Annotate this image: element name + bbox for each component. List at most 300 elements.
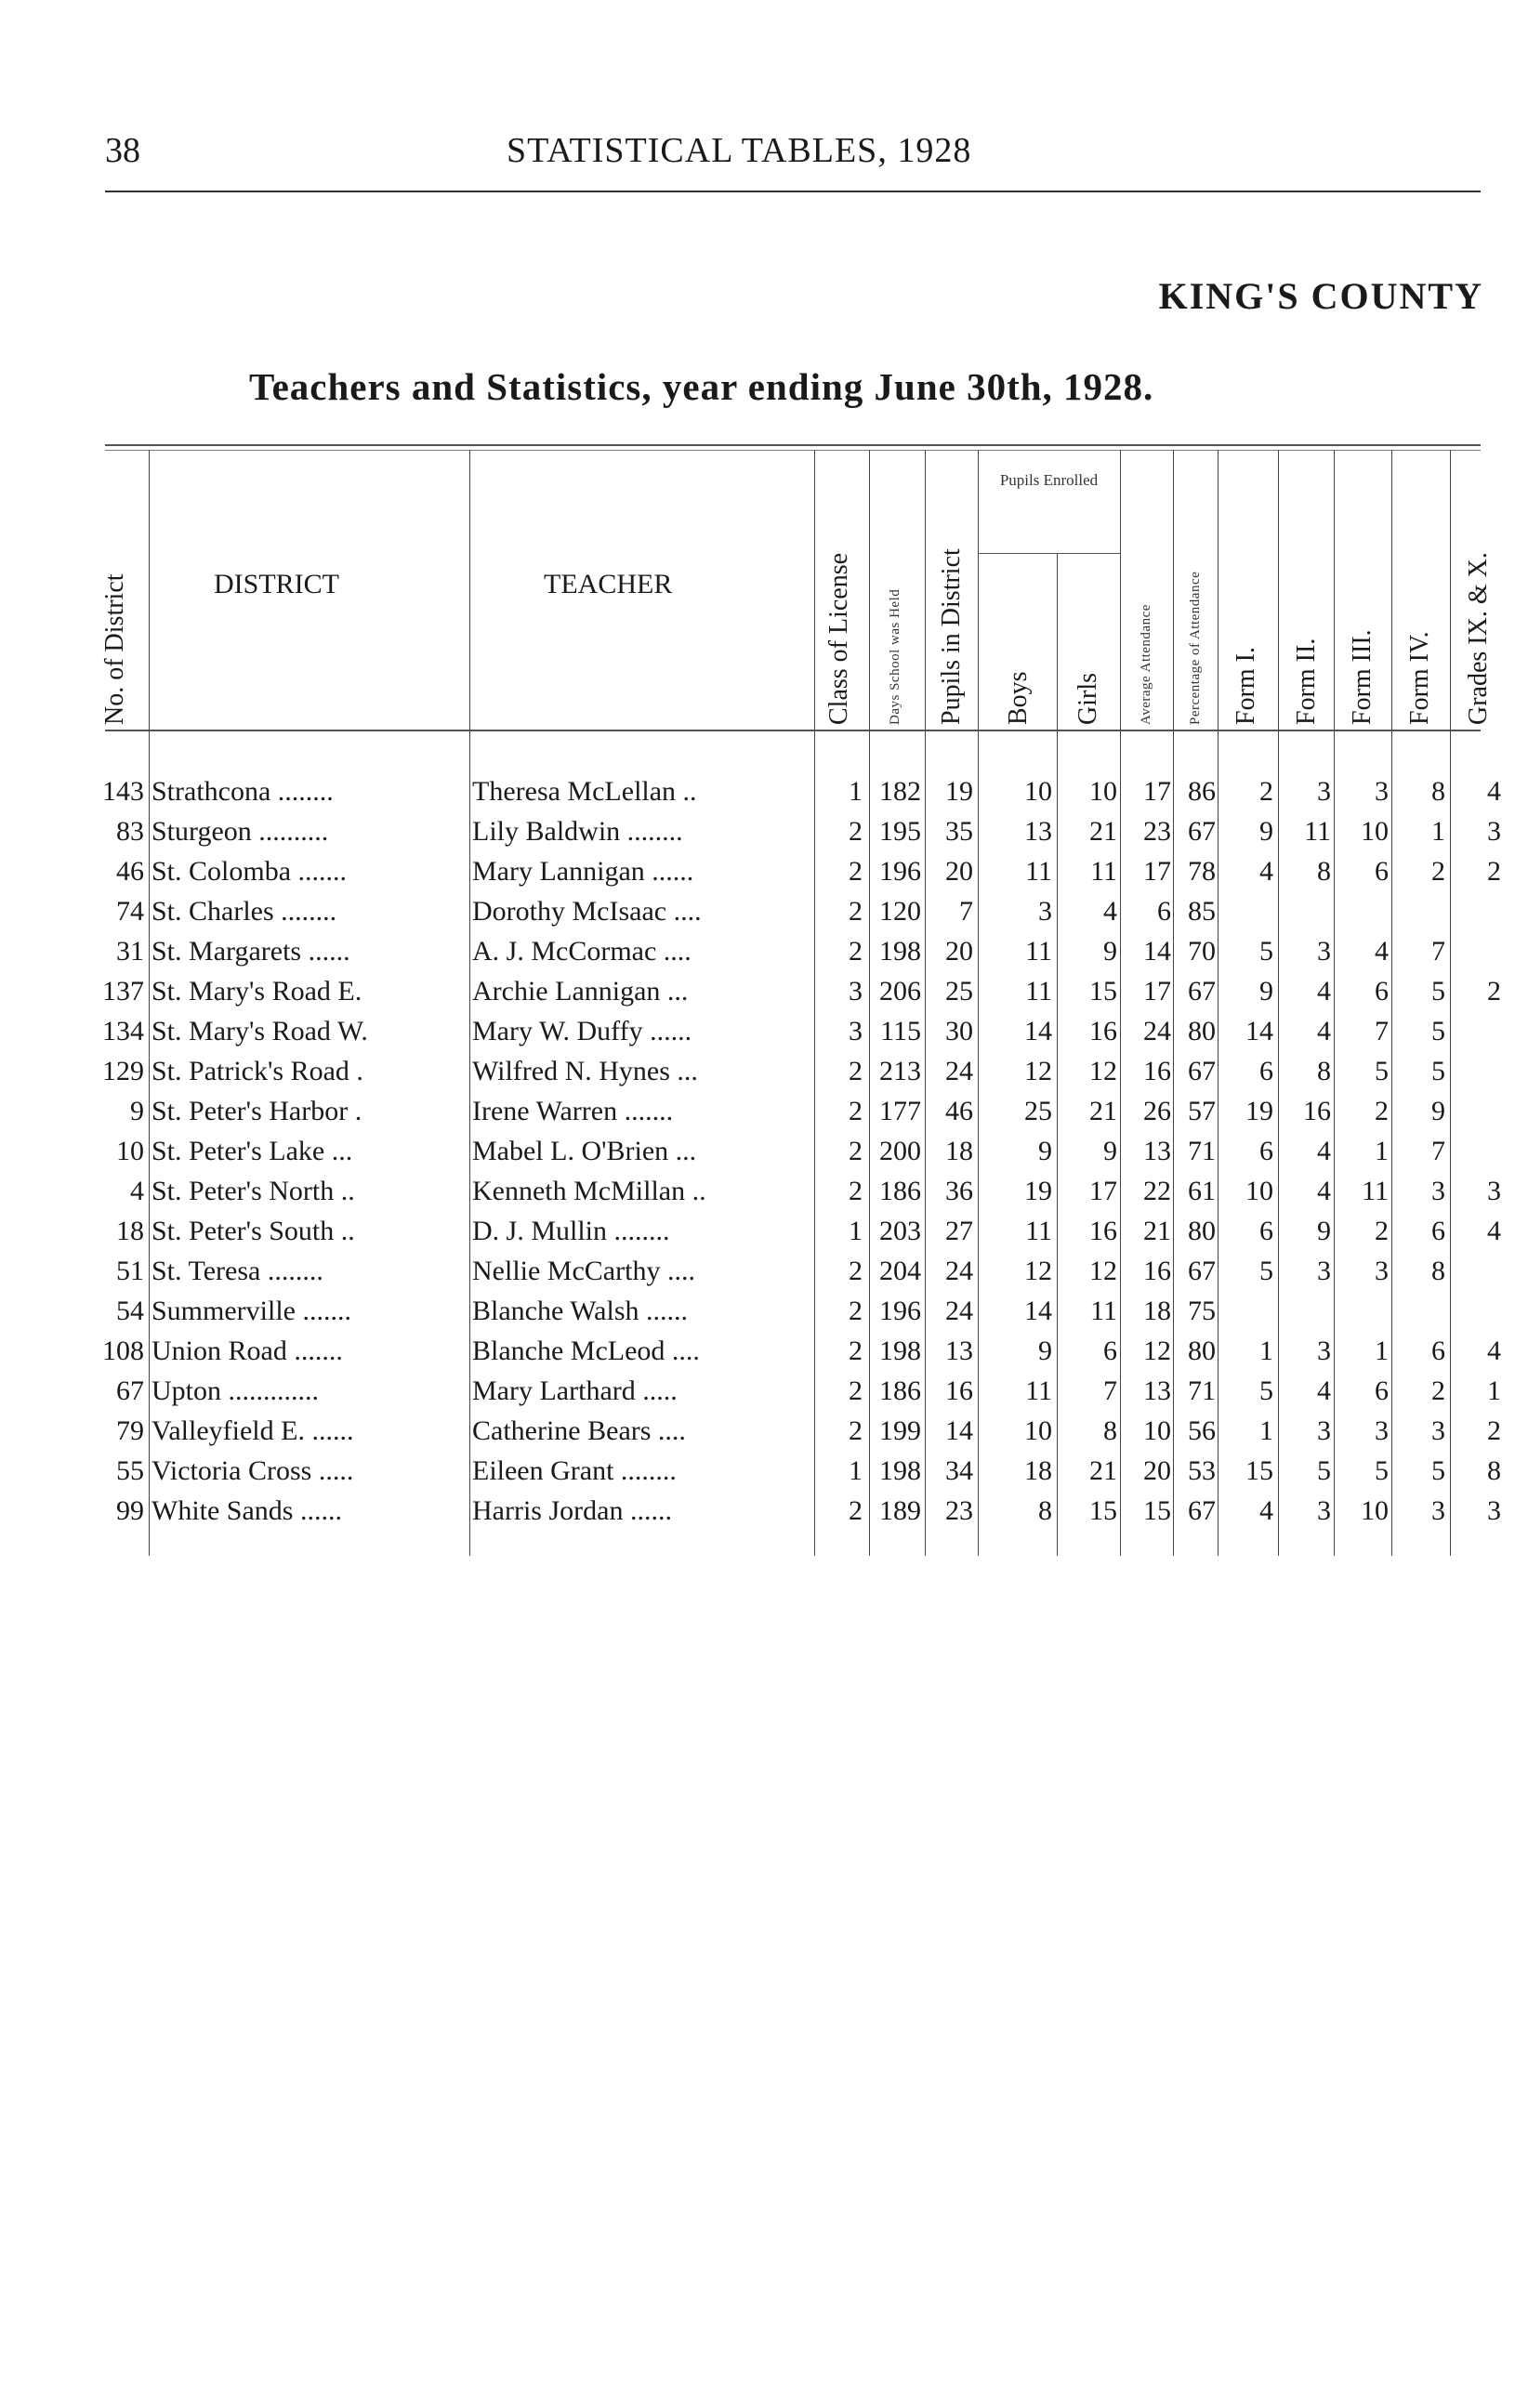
- teacher-name: Archie Lannigan ...: [472, 976, 689, 1007]
- form-3-count: 10: [1361, 816, 1389, 847]
- district-number: 51: [116, 1256, 144, 1286]
- pupils-in-district: 16: [945, 1375, 973, 1406]
- pupils-in-district: 20: [945, 936, 973, 967]
- district-name: St. Teresa ........: [152, 1256, 323, 1286]
- teacher-name: Dorothy McIsaac ....: [472, 896, 702, 927]
- class-of-license: 3: [849, 976, 863, 1007]
- district-number: 108: [102, 1336, 144, 1366]
- boys-enrolled: 14: [1024, 1016, 1052, 1046]
- average-attendance: 6: [1157, 896, 1171, 927]
- average-attendance: 13: [1143, 1136, 1171, 1166]
- form-1-count: 4: [1259, 1495, 1273, 1526]
- table-row: [0, 1372, 1515, 1411]
- header-grades-9-10: Grades IX. & X.: [1464, 552, 1493, 725]
- form-4-count: 1: [1431, 816, 1445, 847]
- average-attendance: 20: [1143, 1455, 1171, 1486]
- days-school-held: 213: [879, 1056, 921, 1086]
- boys-enrolled: 19: [1024, 1176, 1052, 1206]
- boys-enrolled: 12: [1024, 1256, 1052, 1286]
- class-of-license: 2: [849, 816, 863, 847]
- percentage-attendance: 75: [1188, 1296, 1216, 1326]
- class-of-license: 2: [849, 1056, 863, 1086]
- teacher-name: Kenneth McMillan ..: [472, 1176, 706, 1206]
- boys-enrolled: 9: [1038, 1336, 1052, 1366]
- form-1-count: 14: [1245, 1016, 1273, 1046]
- table-row: [0, 972, 1515, 1011]
- district-number: 143: [102, 776, 144, 807]
- district-number: 46: [116, 856, 144, 887]
- teacher-name: Harris Jordan ......: [472, 1495, 672, 1526]
- running-title: STATISTICAL TABLES, 1928: [507, 131, 972, 170]
- girls-enrolled: 16: [1089, 1216, 1117, 1246]
- district-number: 55: [116, 1455, 144, 1486]
- grades-9-10-count: 8: [1487, 1455, 1501, 1486]
- teacher-name: A. J. McCormac ....: [472, 936, 692, 967]
- form-4-count: 6: [1431, 1336, 1445, 1366]
- grades-9-10-count: 3: [1487, 1176, 1501, 1206]
- form-3-count: 4: [1375, 936, 1389, 967]
- header-form-4: Form IV.: [1405, 631, 1434, 725]
- district-name: St. Patrick's Road .: [152, 1056, 363, 1086]
- boys-enrolled: 3: [1038, 896, 1052, 927]
- table-row: [0, 852, 1515, 891]
- district-name: St. Peter's Lake ...: [152, 1136, 353, 1166]
- girls-enrolled: 8: [1103, 1415, 1117, 1446]
- teacher-name: D. J. Mullin ........: [472, 1216, 670, 1246]
- average-attendance: 17: [1143, 856, 1171, 887]
- form-4-count: 7: [1431, 1136, 1445, 1166]
- grades-9-10-count: 2: [1487, 856, 1501, 887]
- table-top-rule: [105, 444, 1481, 446]
- table-row: [0, 1012, 1515, 1051]
- grades-9-10-count: 2: [1487, 1415, 1501, 1446]
- district-number: 137: [102, 976, 144, 1007]
- average-attendance: 16: [1143, 1256, 1171, 1286]
- form-1-count: 2: [1259, 776, 1273, 807]
- percentage-attendance: 56: [1188, 1415, 1216, 1446]
- class-of-license: 2: [849, 1415, 863, 1446]
- percentage-attendance: 80: [1188, 1016, 1216, 1046]
- form-4-count: 2: [1431, 1375, 1445, 1406]
- teacher-name: Mary Lannigan ......: [472, 856, 694, 887]
- header-boys: Boys: [1004, 671, 1033, 725]
- percentage-attendance: 67: [1188, 1256, 1216, 1286]
- grades-9-10-count: 4: [1487, 776, 1501, 807]
- average-attendance: 10: [1143, 1415, 1171, 1446]
- pupils-in-district: 20: [945, 856, 973, 887]
- form-2-count: 8: [1317, 1056, 1331, 1086]
- days-school-held: 182: [879, 776, 921, 807]
- percentage-attendance: 86: [1188, 776, 1216, 807]
- form-4-count: 8: [1431, 1256, 1445, 1286]
- boys-enrolled: 11: [1025, 856, 1052, 887]
- boys-enrolled: 11: [1025, 1375, 1052, 1406]
- pupils-in-district: 24: [945, 1056, 973, 1086]
- form-3-count: 3: [1375, 1415, 1389, 1446]
- percentage-attendance: 67: [1188, 1056, 1216, 1086]
- form-4-count: 6: [1431, 1216, 1445, 1246]
- average-attendance: 24: [1143, 1016, 1171, 1046]
- boys-enrolled: 11: [1025, 976, 1052, 1007]
- form-3-count: 7: [1375, 1016, 1389, 1046]
- girls-enrolled: 10: [1089, 776, 1117, 807]
- percentage-attendance: 57: [1188, 1096, 1216, 1126]
- average-attendance: 26: [1143, 1096, 1171, 1126]
- percentage-attendance: 78: [1188, 856, 1216, 887]
- district-name: St. Peter's North ..: [152, 1176, 355, 1206]
- average-attendance: 21: [1143, 1216, 1171, 1246]
- district-number: 18: [116, 1216, 144, 1246]
- class-of-license: 2: [849, 1495, 863, 1526]
- class-of-license: 2: [849, 1176, 863, 1206]
- table-row: [0, 772, 1515, 811]
- form-1-count: 15: [1245, 1455, 1273, 1486]
- girls-enrolled: 15: [1089, 976, 1117, 1007]
- days-school-held: 186: [879, 1375, 921, 1406]
- form-1-count: 1: [1259, 1415, 1273, 1446]
- header-form-1: Form I.: [1232, 647, 1260, 725]
- pupils-in-district: 36: [945, 1176, 973, 1206]
- table-row: [0, 812, 1515, 851]
- header-girls: Girls: [1074, 673, 1102, 725]
- pupils-in-district: 18: [945, 1136, 973, 1166]
- table-row: [0, 1252, 1515, 1291]
- district-name: St. Charles ........: [152, 896, 337, 927]
- header-class-of-license: Class of License: [824, 552, 853, 725]
- header-form-2: Form II.: [1292, 638, 1321, 725]
- girls-enrolled: 11: [1090, 856, 1117, 887]
- form-1-count: 19: [1245, 1096, 1273, 1126]
- form-2-count: 5: [1317, 1455, 1331, 1486]
- district-number: 54: [116, 1296, 144, 1326]
- pupils-in-district: 19: [945, 776, 973, 807]
- pupils-in-district: 7: [959, 896, 973, 927]
- class-of-license: 2: [849, 856, 863, 887]
- teacher-name: Mary Larthard .....: [472, 1375, 678, 1406]
- district-number: 83: [116, 816, 144, 847]
- class-of-license: 1: [849, 776, 863, 807]
- percentage-attendance: 85: [1188, 896, 1216, 927]
- form-1-count: 6: [1259, 1136, 1273, 1166]
- page-number: 38: [105, 131, 140, 170]
- percentage-attendance: 53: [1188, 1455, 1216, 1486]
- form-1-count: 1: [1259, 1336, 1273, 1366]
- girls-enrolled: 6: [1103, 1336, 1117, 1366]
- teacher-name: Nellie McCarthy ....: [472, 1256, 695, 1286]
- average-attendance: 16: [1143, 1056, 1171, 1086]
- percentage-attendance: 67: [1188, 976, 1216, 1007]
- teacher-name: Theresa McLellan ..: [472, 776, 697, 807]
- header-bottom-rule: [105, 730, 1481, 731]
- average-attendance: 13: [1143, 1375, 1171, 1406]
- district-name: St. Mary's Road W.: [152, 1016, 368, 1046]
- form-4-count: 2: [1431, 856, 1445, 887]
- percentage-attendance: 80: [1188, 1216, 1216, 1246]
- form-3-count: 1: [1375, 1136, 1389, 1166]
- grades-9-10-count: 1: [1487, 1375, 1501, 1406]
- form-3-count: 1: [1375, 1336, 1389, 1366]
- header-form-3: Form III.: [1348, 629, 1377, 725]
- girls-enrolled: 12: [1089, 1256, 1117, 1286]
- boys-enrolled: 12: [1024, 1056, 1052, 1086]
- district-name: White Sands ......: [152, 1495, 342, 1526]
- days-school-held: 195: [879, 816, 921, 847]
- girls-enrolled: 21: [1089, 816, 1117, 847]
- percentage-attendance: 67: [1188, 816, 1216, 847]
- form-4-count: 7: [1431, 936, 1445, 967]
- teacher-name: Wilfred N. Hynes ...: [472, 1056, 698, 1086]
- form-3-count: 6: [1375, 1375, 1389, 1406]
- days-school-held: 200: [879, 1136, 921, 1166]
- form-4-count: 8: [1431, 776, 1445, 807]
- form-2-count: 3: [1317, 936, 1331, 967]
- average-attendance: 18: [1143, 1296, 1171, 1326]
- days-school-held: 120: [879, 896, 921, 927]
- district-name: St. Mary's Road E.: [152, 976, 362, 1007]
- grades-9-10-count: 4: [1487, 1336, 1501, 1366]
- district-number: 9: [130, 1096, 144, 1126]
- district-name: Valleyfield E. ......: [152, 1415, 354, 1446]
- percentage-attendance: 71: [1188, 1136, 1216, 1166]
- class-of-license: 3: [849, 1016, 863, 1046]
- average-attendance: 23: [1143, 816, 1171, 847]
- header-average-attendance: Average Attendance: [1139, 604, 1153, 725]
- girls-enrolled: 15: [1089, 1495, 1117, 1526]
- days-school-held: 196: [879, 1296, 921, 1326]
- table-row: [0, 1412, 1515, 1451]
- girls-enrolled: 17: [1089, 1176, 1117, 1206]
- boys-enrolled: 18: [1024, 1455, 1052, 1486]
- days-school-held: 199: [879, 1415, 921, 1446]
- pupils-in-district: 46: [945, 1096, 973, 1126]
- percentage-attendance: 71: [1188, 1375, 1216, 1406]
- days-school-held: 204: [879, 1256, 921, 1286]
- table-row: [0, 1292, 1515, 1331]
- girls-enrolled: 16: [1089, 1016, 1117, 1046]
- class-of-license: 1: [849, 1455, 863, 1486]
- table-row: [0, 1212, 1515, 1251]
- teacher-name: Catherine Bears ....: [472, 1415, 686, 1446]
- form-3-count: 2: [1375, 1096, 1389, 1126]
- pupils-in-district: 30: [945, 1016, 973, 1046]
- header-no-of-district: No. of District: [100, 573, 129, 725]
- form-3-count: 6: [1375, 856, 1389, 887]
- days-school-held: 203: [879, 1216, 921, 1246]
- table-row: [0, 932, 1515, 971]
- percentage-attendance: 80: [1188, 1336, 1216, 1366]
- district-name: St. Peter's South ..: [152, 1216, 355, 1246]
- form-2-count: 3: [1317, 1415, 1331, 1446]
- form-4-count: 5: [1431, 1016, 1445, 1046]
- table-row: [0, 1092, 1515, 1131]
- district-name: St. Margarets ......: [152, 936, 350, 967]
- form-3-count: 5: [1375, 1056, 1389, 1086]
- county-heading: KING'S COUNTY: [1158, 275, 1483, 317]
- district-name: St. Colomba .......: [152, 856, 348, 887]
- days-school-held: 189: [879, 1495, 921, 1526]
- table-row: [0, 1452, 1515, 1491]
- average-attendance: 15: [1143, 1495, 1171, 1526]
- table-row: [0, 1172, 1515, 1211]
- class-of-license: 2: [849, 1296, 863, 1326]
- form-3-count: 6: [1375, 976, 1389, 1007]
- teacher-name: Mabel L. O'Brien ...: [472, 1136, 697, 1166]
- district-number: 99: [116, 1495, 144, 1526]
- days-school-held: 198: [879, 936, 921, 967]
- form-4-count: 5: [1431, 1056, 1445, 1086]
- girls-enrolled: 4: [1103, 896, 1117, 927]
- pupils-in-district: 23: [945, 1495, 973, 1526]
- form-4-count: 9: [1431, 1096, 1445, 1126]
- form-4-count: 5: [1431, 976, 1445, 1007]
- days-school-held: 115: [880, 1016, 921, 1046]
- form-2-count: 4: [1317, 1016, 1331, 1046]
- district-number: 4: [130, 1176, 144, 1206]
- boys-enrolled: 11: [1025, 936, 1052, 967]
- table-subtitle: Teachers and Statistics, year ending June 30th, 1928.: [249, 365, 1154, 408]
- district-name: St. Peter's Harbor .: [152, 1096, 362, 1126]
- pupils-in-district: 34: [945, 1455, 973, 1486]
- form-1-count: 10: [1245, 1176, 1273, 1206]
- district-name: Union Road .......: [152, 1336, 343, 1366]
- district-number: 134: [102, 1016, 144, 1046]
- pupils-in-district: 27: [945, 1216, 973, 1246]
- class-of-license: 2: [849, 1375, 863, 1406]
- pupils-in-district: 25: [945, 976, 973, 1007]
- form-2-count: 4: [1317, 1176, 1331, 1206]
- percentage-attendance: 61: [1188, 1176, 1216, 1206]
- teacher-name: Lily Baldwin ........: [472, 816, 683, 847]
- class-of-license: 1: [849, 1216, 863, 1246]
- teacher-name: Mary W. Duffy ......: [472, 1016, 692, 1046]
- form-1-count: 4: [1259, 856, 1273, 887]
- class-of-license: 2: [849, 1336, 863, 1366]
- district-number: 129: [102, 1056, 144, 1086]
- header-percentage-attendance: Percentage of Attendance: [1188, 571, 1203, 725]
- district-number: 79: [116, 1415, 144, 1446]
- district-number: 67: [116, 1375, 144, 1406]
- form-2-count: 3: [1317, 1495, 1331, 1526]
- district-number: 31: [116, 936, 144, 967]
- boys-enrolled: 25: [1024, 1096, 1052, 1126]
- class-of-license: 2: [849, 936, 863, 967]
- girls-enrolled: 12: [1089, 1056, 1117, 1086]
- form-1-count: 6: [1259, 1056, 1273, 1086]
- district-name: Sturgeon ..........: [152, 816, 329, 847]
- average-attendance: 14: [1143, 936, 1171, 967]
- days-school-held: 196: [879, 856, 921, 887]
- boys-enrolled: 14: [1024, 1296, 1052, 1326]
- average-attendance: 12: [1143, 1336, 1171, 1366]
- enrolled-subrule: [978, 553, 1120, 554]
- table-top-rule-inner: [105, 450, 1481, 451]
- form-2-count: 8: [1317, 856, 1331, 887]
- form-2-count: 4: [1317, 976, 1331, 1007]
- form-3-count: 3: [1375, 1256, 1389, 1286]
- teacher-name: Blanche McLeod ....: [472, 1336, 700, 1366]
- days-school-held: 177: [879, 1096, 921, 1126]
- boys-enrolled: 8: [1038, 1495, 1052, 1526]
- table-row: [0, 1132, 1515, 1171]
- days-school-held: 198: [879, 1336, 921, 1366]
- average-attendance: 22: [1143, 1176, 1171, 1206]
- form-4-count: 3: [1431, 1495, 1445, 1526]
- form-2-count: 9: [1317, 1216, 1331, 1246]
- class-of-license: 2: [849, 896, 863, 927]
- pupils-in-district: 35: [945, 816, 973, 847]
- form-2-count: 4: [1317, 1136, 1331, 1166]
- form-1-count: 6: [1259, 1216, 1273, 1246]
- form-2-count: 3: [1317, 1336, 1331, 1366]
- class-of-license: 2: [849, 1136, 863, 1166]
- girls-enrolled: 11: [1090, 1296, 1117, 1326]
- header-rule: [105, 191, 1481, 192]
- form-3-count: 11: [1362, 1176, 1389, 1206]
- form-2-count: 16: [1303, 1096, 1331, 1126]
- district-number: 74: [116, 896, 144, 927]
- table-row: [0, 1492, 1515, 1531]
- form-2-count: 11: [1304, 816, 1331, 847]
- teacher-name: Irene Warren .......: [472, 1096, 674, 1126]
- form-3-count: 5: [1375, 1455, 1389, 1486]
- girls-enrolled: 9: [1103, 936, 1117, 967]
- form-2-count: 4: [1317, 1375, 1331, 1406]
- form-4-count: 3: [1431, 1415, 1445, 1446]
- header-days-held: Days School was Held: [888, 588, 902, 725]
- form-3-count: 2: [1375, 1216, 1389, 1246]
- pupils-in-district: 24: [945, 1296, 973, 1326]
- pupils-in-district: 24: [945, 1256, 973, 1286]
- district-name: Victoria Cross .....: [152, 1455, 354, 1486]
- form-1-count: 9: [1259, 976, 1273, 1007]
- teacher-name: Eileen Grant ........: [472, 1455, 677, 1486]
- grades-9-10-count: 3: [1487, 1495, 1501, 1526]
- girls-enrolled: 21: [1089, 1096, 1117, 1126]
- days-school-held: 206: [879, 976, 921, 1007]
- boys-enrolled: 13: [1024, 816, 1052, 847]
- header-district: DISTRICT: [214, 569, 339, 599]
- girls-enrolled: 21: [1089, 1455, 1117, 1486]
- teacher-name: Blanche Walsh ......: [472, 1296, 688, 1326]
- district-number: 10: [116, 1136, 144, 1166]
- form-4-count: 5: [1431, 1455, 1445, 1486]
- average-attendance: 17: [1143, 776, 1171, 807]
- form-2-count: 3: [1317, 776, 1331, 807]
- grades-9-10-count: 3: [1487, 816, 1501, 847]
- boys-enrolled: 11: [1025, 1216, 1052, 1246]
- girls-enrolled: 7: [1103, 1375, 1117, 1406]
- header-pupils-enrolled: Pupils Enrolled: [999, 471, 1099, 489]
- average-attendance: 17: [1143, 976, 1171, 1007]
- grades-9-10-count: 4: [1487, 1216, 1501, 1246]
- table-row: [0, 1332, 1515, 1371]
- class-of-license: 2: [849, 1256, 863, 1286]
- pupils-in-district: 14: [945, 1415, 973, 1446]
- days-school-held: 186: [879, 1176, 921, 1206]
- pupils-in-district: 13: [945, 1336, 973, 1366]
- boys-enrolled: 9: [1038, 1136, 1052, 1166]
- district-name: Upton .............: [152, 1375, 319, 1406]
- grades-9-10-count: 2: [1487, 976, 1501, 1007]
- boys-enrolled: 10: [1024, 776, 1052, 807]
- form-2-count: 3: [1317, 1256, 1331, 1286]
- form-1-count: 5: [1259, 1256, 1273, 1286]
- boys-enrolled: 10: [1024, 1415, 1052, 1446]
- header-pupils-in-district: Pupils in District: [937, 548, 966, 725]
- form-3-count: 10: [1361, 1495, 1389, 1526]
- girls-enrolled: 9: [1103, 1136, 1117, 1166]
- form-1-count: 9: [1259, 816, 1273, 847]
